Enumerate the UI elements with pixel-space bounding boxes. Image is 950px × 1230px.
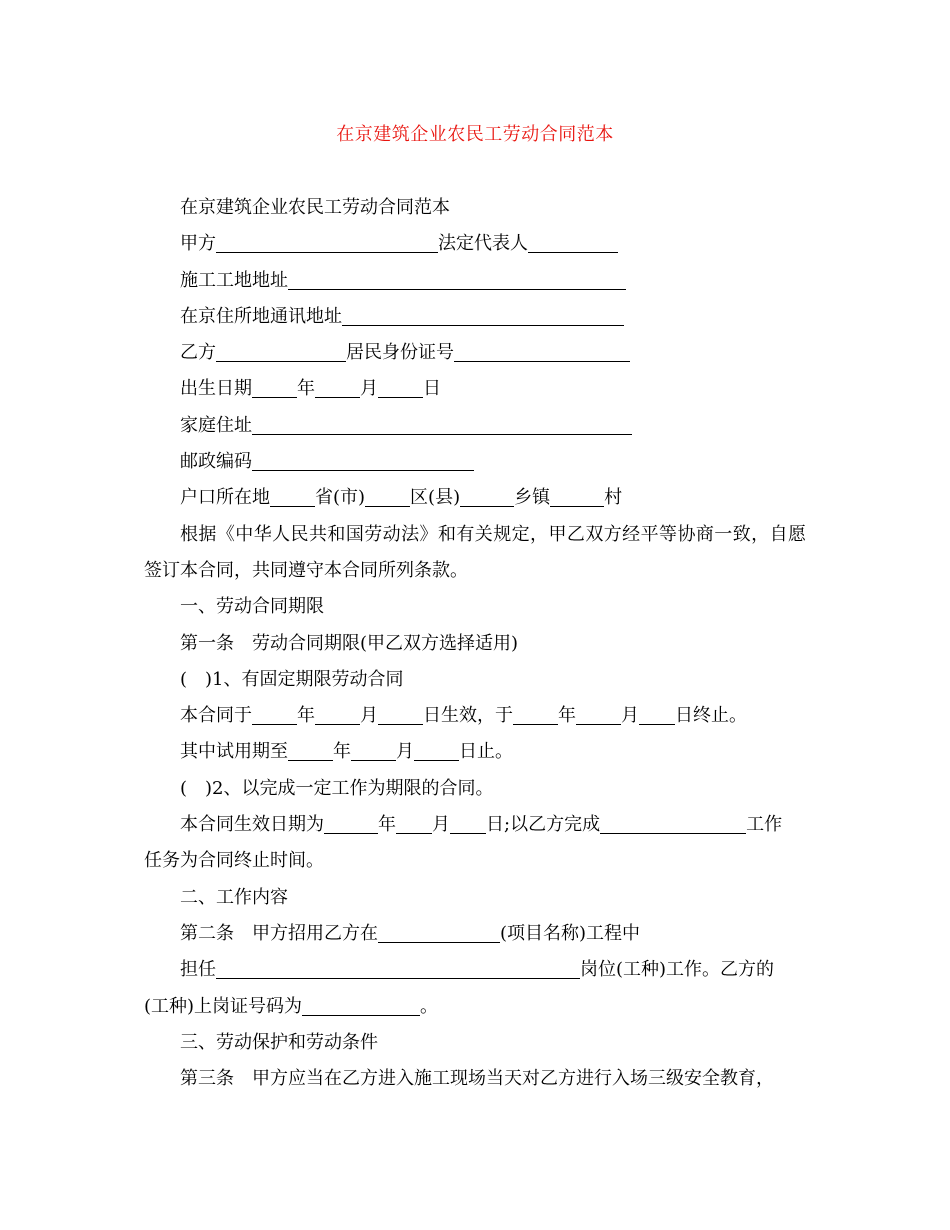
task-year-blank[interactable] — [324, 813, 378, 834]
probation-month-blank[interactable] — [351, 740, 396, 761]
month-label: 月 — [396, 741, 414, 763]
hukou-label: 户口所在地 — [180, 487, 270, 509]
article2-prefix: 第二条 甲方招用乙方在 — [180, 922, 378, 944]
end-day-blank[interactable] — [639, 704, 675, 725]
task-work-blank[interactable] — [600, 813, 746, 834]
id-number-label: 居民身份证号 — [346, 342, 454, 364]
header-heading: 在京建筑企业农民工劳动合同范本 — [180, 197, 450, 218]
option2-line — [144, 771, 806, 807]
postal-code-label: 邮政编码 — [180, 451, 252, 473]
post-mid: 岗位(工种)工作。乙方的 — [580, 959, 775, 981]
probation-line — [144, 734, 806, 770]
start-day-blank[interactable] — [378, 704, 423, 725]
beijing-address-label: 在京住所地通讯地址 — [180, 305, 342, 327]
document-title: 在京建筑企业农民工劳动合同范本 — [336, 124, 614, 145]
task-day-blank[interactable] — [450, 813, 486, 834]
hukou-township-blank[interactable] — [460, 486, 514, 507]
site-address-label: 施工工地地址 — [180, 269, 288, 291]
party-b-blank[interactable] — [216, 341, 346, 362]
article1-heading: 第一条 劳动合同期限(甲乙双方选择适用) — [180, 632, 519, 654]
hukou-district-blank[interactable] — [365, 486, 410, 507]
option1-line — [144, 662, 806, 698]
home-address-line — [144, 408, 806, 444]
effective-label: 日生效，于 — [423, 705, 513, 727]
province-label: 省(市) — [315, 487, 366, 509]
day-label: 日 — [423, 378, 441, 400]
id-number-blank[interactable] — [454, 341, 630, 362]
month-label: 月 — [621, 705, 639, 727]
post-end: 。 — [420, 995, 439, 1017]
month-label: 月 — [360, 378, 378, 400]
document-body — [144, 190, 806, 1097]
postal-code-blank[interactable] — [252, 450, 474, 471]
birth-date-line — [144, 371, 806, 407]
probation-prefix: 其中试用期至 — [180, 741, 288, 763]
cert-line — [144, 989, 806, 1025]
start-year-blank[interactable] — [252, 704, 297, 725]
option1-text: 1、有固定期限劳动合同 — [212, 668, 404, 690]
home-address-blank[interactable] — [252, 414, 632, 435]
task-line — [144, 807, 806, 843]
probation-end: 日止。 — [459, 741, 513, 763]
year-label: 年 — [297, 378, 315, 400]
task-month-blank[interactable] — [396, 813, 432, 834]
hukou-province-blank[interactable] — [270, 486, 315, 507]
birth-month-blank[interactable] — [315, 377, 360, 398]
legal-rep-blank[interactable] — [528, 232, 618, 253]
year-label: 年 — [333, 741, 351, 763]
month-label: 月 — [360, 705, 378, 727]
term-line — [144, 698, 806, 734]
terminate-label: 日终止。 — [675, 705, 747, 727]
option2-text: 2、以完成一定工作为期限的合同。 — [212, 777, 494, 799]
section2-heading: 二、工作内容 — [180, 886, 288, 908]
postal-code-line — [144, 444, 806, 480]
party-a-blank[interactable] — [216, 232, 438, 253]
end-month-blank[interactable] — [576, 704, 621, 725]
intro-paragraph: 根据《中华人民共和国劳动法》和有关规定，甲乙双方经平等协商一致，自愿签订本合同，共同遵守本合同所列条款。 — [144, 523, 806, 581]
option1-checkbox[interactable]: ( ) — [180, 668, 213, 690]
hukou-village-blank[interactable] — [550, 486, 604, 507]
site-address-blank[interactable] — [288, 269, 626, 290]
year-label: 年 — [297, 705, 315, 727]
post-line — [144, 952, 806, 988]
task-prefix: 本合同生效日期为 — [180, 814, 324, 836]
start-month-blank[interactable] — [315, 704, 360, 725]
option2-checkbox[interactable]: ( ) — [180, 777, 213, 799]
section3-heading: 三、劳动保护和劳动条件 — [180, 1031, 378, 1053]
village-label: 村 — [604, 487, 623, 509]
party-a-label: 甲方 — [180, 233, 216, 255]
article2-line — [144, 916, 806, 952]
section1-heading: 一、劳动合同期限 — [180, 596, 324, 618]
article2-suffix: (项目名称)工程中 — [500, 922, 641, 944]
post-cert: (工种)上岗证号码为 — [144, 995, 303, 1017]
end-year-blank[interactable] — [513, 704, 558, 725]
task-mid: 日;以乙方完成 — [486, 814, 601, 836]
post-blank[interactable] — [216, 958, 580, 979]
task-end-line: 任务为合同终止时间。 — [144, 850, 324, 872]
township-label: 乡镇 — [514, 487, 551, 509]
probation-day-blank[interactable] — [414, 740, 459, 761]
cert-number-blank[interactable] — [302, 995, 420, 1016]
home-address-label: 家庭住址 — [180, 414, 252, 436]
article3-line: 第三条 甲方应当在乙方进入施工现场当天对乙方进行入场三级安全教育， — [180, 1068, 774, 1090]
birth-day-blank[interactable] — [378, 377, 423, 398]
legal-rep-label: 法定代表人 — [438, 233, 528, 255]
beijing-address-line — [144, 299, 806, 335]
district-label: 区(县) — [410, 487, 461, 509]
task-work: 工作 — [746, 814, 783, 836]
year-label: 年 — [378, 814, 396, 836]
site-address-line — [144, 263, 806, 299]
term-prefix: 本合同于 — [180, 705, 252, 727]
post-prefix: 担任 — [180, 959, 216, 981]
birth-year-blank[interactable] — [252, 377, 297, 398]
project-name-blank[interactable] — [378, 922, 500, 943]
hukou-line — [144, 480, 806, 516]
birth-date-label: 出生日期 — [180, 378, 252, 400]
party-b-label: 乙方 — [180, 342, 216, 364]
beijing-address-blank[interactable] — [342, 305, 624, 326]
month-label: 月 — [432, 814, 450, 836]
probation-year-blank[interactable] — [288, 740, 333, 761]
party-a-line — [144, 226, 806, 262]
party-b-line — [144, 335, 806, 371]
year-label: 年 — [558, 705, 576, 727]
